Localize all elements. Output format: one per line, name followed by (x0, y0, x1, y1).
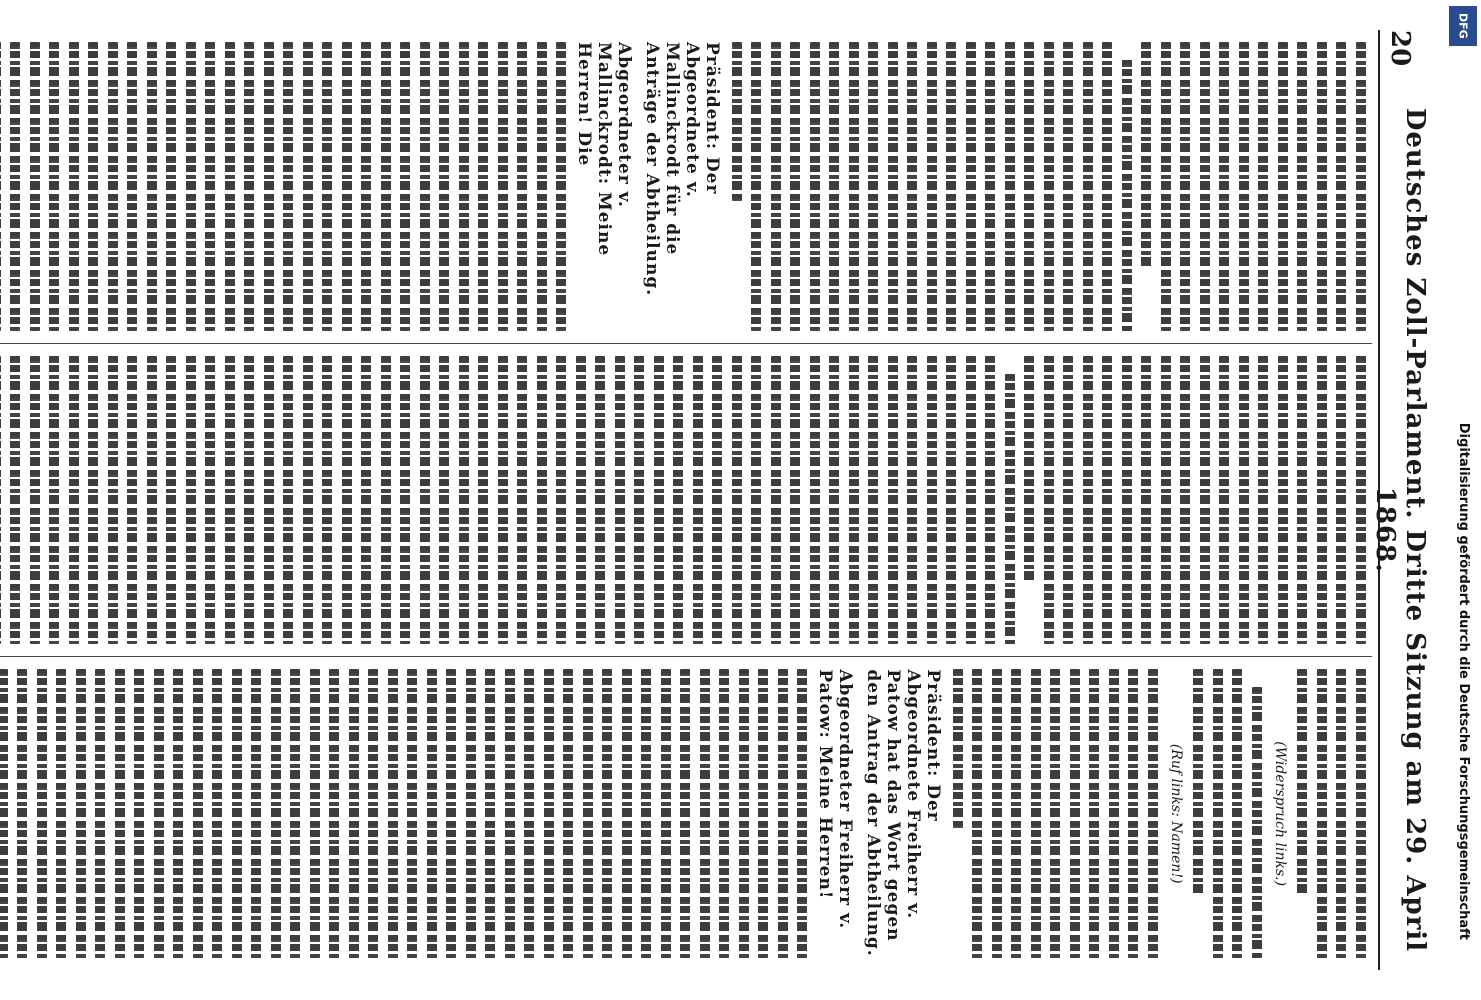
speaker-heading: Abgeordneter Freiherr v. Patow: Meine Herren! (815, 669, 856, 930)
paragraph (0, 669, 808, 958)
interjection: (Widerspruch links.) (1272, 741, 1288, 887)
page-number: 20 (1385, 30, 1415, 67)
interjection: (Ruf links: Namen!) (1168, 743, 1184, 884)
speaker-heading: Präsident: Der Abgeordnete v. Mallinckrodt für die Anträge der Abtheilung. (642, 42, 723, 297)
paragraph (1194, 669, 1263, 958)
running-title: Deutsches Zoll-Parlament. Dritte Sitzung am 29. April 1868. (1370, 107, 1430, 953)
funding-note (1451, 0, 1475, 1000)
text-columns (0, 30, 1372, 970)
rotated-page (0, 30, 1430, 970)
column-right (0, 656, 1372, 970)
speaker-heading: Abgeordneter v. Mallinckrodt: Meine Herren! Die (574, 42, 635, 257)
paragraph (0, 42, 567, 331)
dfg-logo: DFG (1449, 6, 1477, 46)
paragraph (732, 42, 1132, 331)
paragraph (1142, 42, 1367, 331)
column-left (0, 30, 1372, 343)
speaker-heading: Präsident: Der Abgeordnete Freiherr v. Patow hat das Wort gegen den Antrag der Abtheilung. (863, 669, 944, 957)
running-head (1370, 30, 1430, 970)
paragraph (0, 356, 1015, 645)
page (0, 30, 1430, 970)
funding-strip (1445, 0, 1481, 1000)
funding-note-text: Digitalisierung gefördert durch die Deutsche Forschungsgemeinschaft (1456, 422, 1471, 940)
paragraph (1298, 669, 1367, 958)
paragraph (953, 669, 1158, 958)
paragraph (1025, 356, 1367, 645)
column-middle (0, 343, 1372, 657)
